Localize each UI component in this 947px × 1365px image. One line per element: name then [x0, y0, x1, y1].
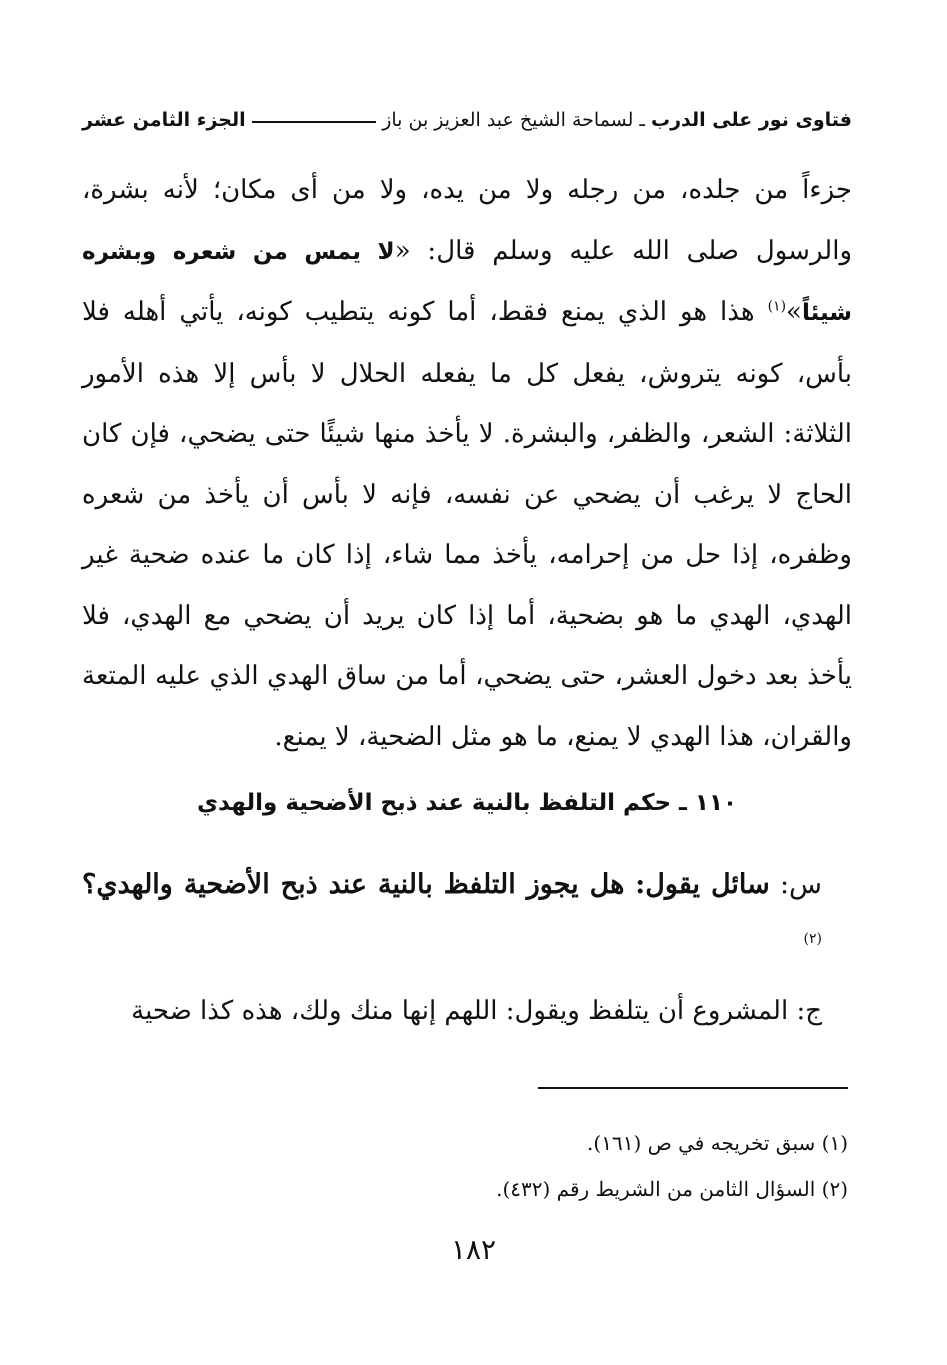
page-number: ١٨٢: [450, 1233, 497, 1266]
header-rule: [252, 121, 377, 123]
quote-close: »: [786, 297, 802, 327]
paragraph-text-end: هذا هو الذي يمنع فقط، أما كونه يتطيب كونه، يأتي أهله فلا بأس، كونه يتروش، يفعل كل ما يفعله الحلال لا بأس إلا هذه الأمور الثلاثة: الشعر، والظفر، والبشرة. لا يأخذ منها شيئًا حتى يضحي، فإن كان الحاج لا يرغب أن يضحي عن نفسه، فإنه لا بأس أن يأخذ من شعره وظفره، إذا حل من إحرامه، يأخذ مما شاء، إذا كان ما عنده ضحية غير الهدي، الهدي ما هو بضحية، أما إذا كان يريد أن يضحي مع الهدي، فلا يأخذ بعد دخول العشر، حتى يضحي، أما من ساق الهدي الذي عليه المتعة والقران، هذا الهدي لا يمنع، ما هو مثل الضحية، لا يمنع.: [82, 297, 852, 752]
running-header: [82, 100, 852, 140]
footnotes: [82, 1120, 848, 1212]
answer: ج: المشروع أن يتلفظ ويقول: اللهم إنها منك ولك، هذه كذا ضحية: [131, 996, 822, 1026]
header-volume: الجزء الثامن عشر: [82, 109, 246, 131]
footnote-1: (١) سبق تخريجه في ص (١٦١).: [587, 1131, 848, 1155]
header-book-title: فتاوى نور على الدرب: [651, 109, 852, 131]
footnote-divider: [538, 1087, 848, 1089]
question-text: سائل يقول: هل يجوز التلفظ بالنية عند ذبح الأضحية والهدي؟: [82, 869, 770, 900]
paragraph-text-start: جزءاً من جلده، من رجله ولا من يده، ولا من أى مكان؛ لأنه بشرة، والرسول صلى الله عليه وسلم قال: «: [82, 175, 853, 266]
header-author: لسماحة الشيخ عبد العزيز بن باز: [382, 109, 634, 131]
footnote-ref-1: (١): [767, 298, 787, 315]
hadith-quote: لا يمس من شعره وبشره شيئاً: [82, 238, 852, 326]
header-separator: ـ: [639, 109, 645, 131]
question: [82, 855, 822, 975]
section-title: ١١٠ ـ حكم التلفظ بالنية عند ذبح الأضحية والهدي: [196, 790, 738, 816]
body-paragraph: [82, 160, 852, 767]
footnote-2: (٢) السؤال الثامن من الشريط رقم (٤٣٢).: [496, 1177, 848, 1201]
footnote-ref-2: (٢): [803, 931, 822, 947]
question-prefix: س:: [769, 869, 823, 900]
